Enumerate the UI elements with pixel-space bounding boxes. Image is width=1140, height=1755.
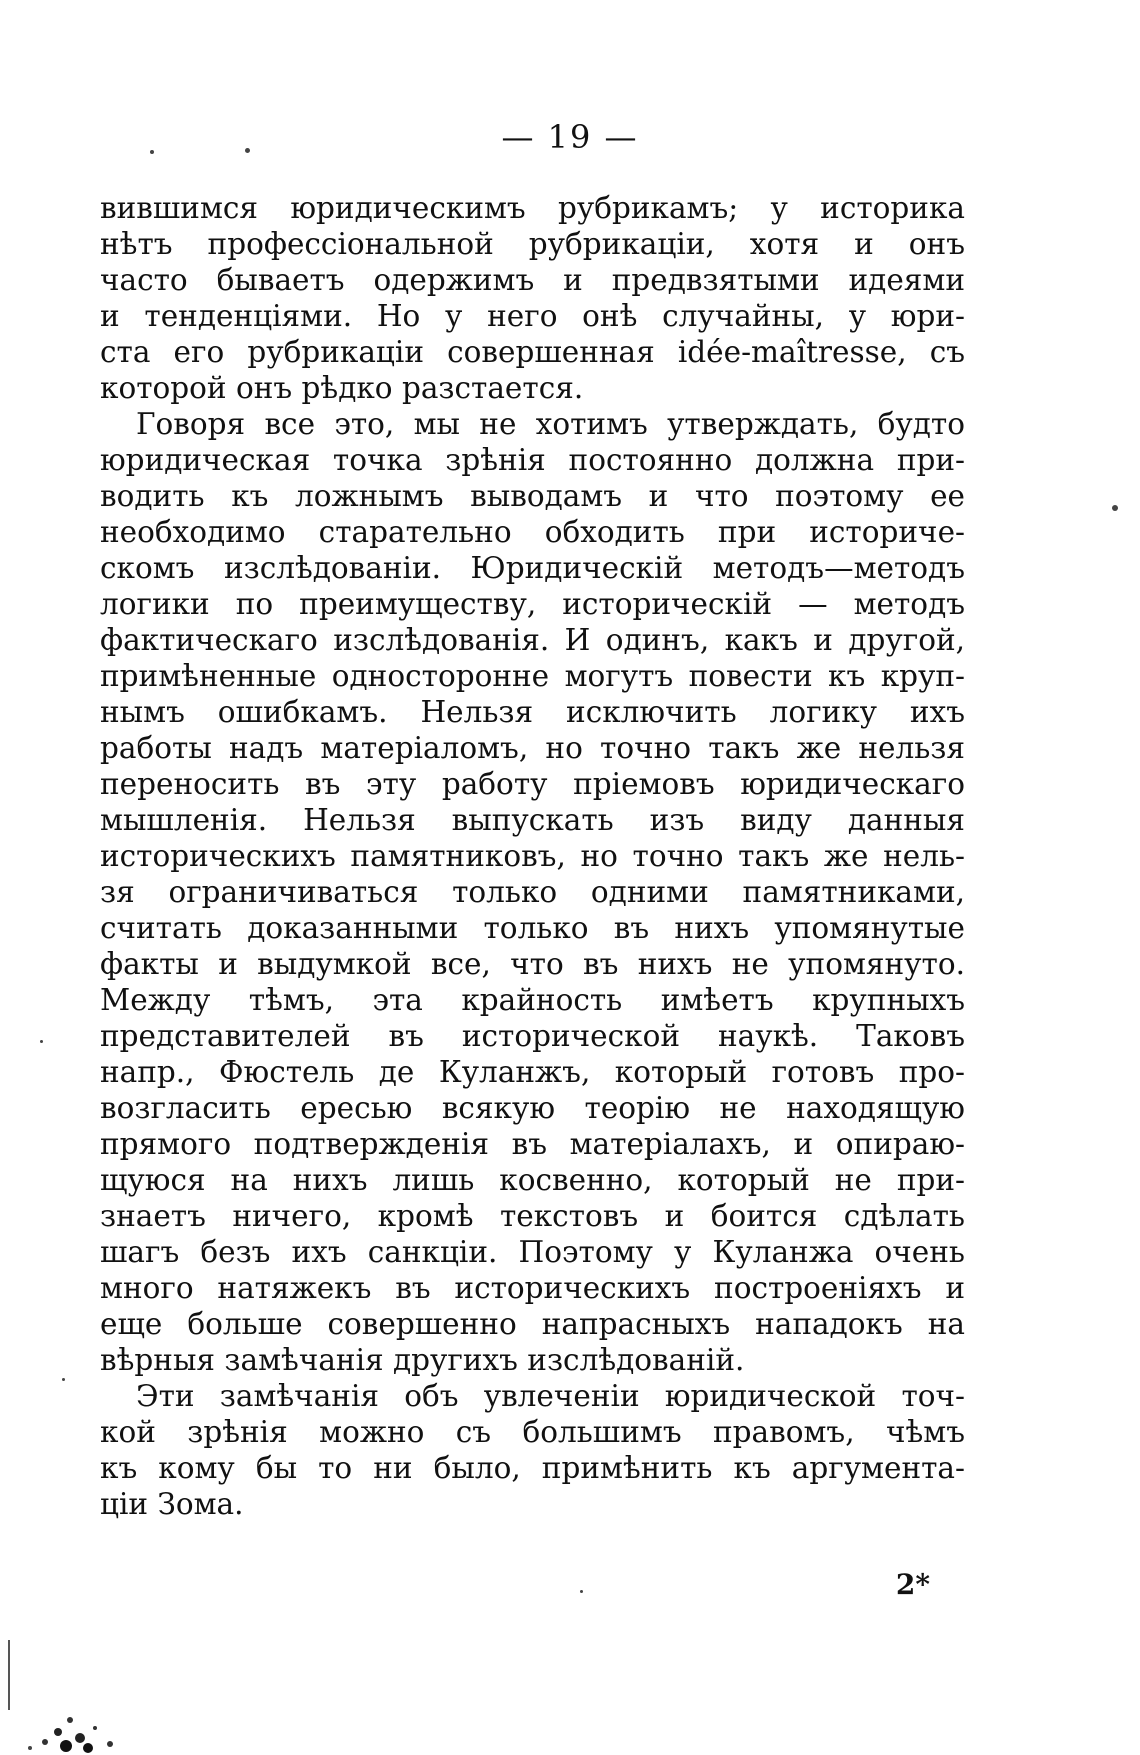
text-line: Между тѣмъ, эта крайность имѣетъ крупныхъ xyxy=(100,983,965,1017)
text-line: историческихъ памятниковъ, но точно такъ же нель- xyxy=(100,839,965,873)
text-line: работы надъ матеріаломъ, но точно такъ же нельзя xyxy=(100,731,965,765)
text-line: примѣненные односторонне могутъ повести къ круп- xyxy=(100,659,965,693)
text-line: фактическаго изслѣдованія. И одинъ, какъ и другой, xyxy=(100,623,965,657)
text-line: необходимо старательно обходить при историче- xyxy=(100,515,965,549)
text-line: ціи Зома. xyxy=(100,1487,244,1521)
text-line: которой онъ рѣдко разстается. xyxy=(100,371,584,405)
scan-speck xyxy=(1112,505,1118,511)
text-line: Говоря все это, мы не хотимъ утверждать, будто xyxy=(136,407,965,441)
text-line: факты и выдумкой все, что въ нихъ не упомянуто. xyxy=(100,947,965,981)
text-line: ста его рубрикаціи совершенная idée-maîtresse, съ xyxy=(100,335,965,369)
text-line: зя ограничиваться только одними памятниками, xyxy=(100,875,965,909)
text-line: юридическая точка зрѣнія постоянно должна при- xyxy=(100,443,965,477)
text-line: водить къ ложнымъ выводамъ и что поэтому ее xyxy=(100,479,965,513)
body-text xyxy=(100,190,965,1522)
scan-speck xyxy=(580,1590,583,1593)
text-line: напр., Фюстель де Куланжъ, который готовъ про- xyxy=(100,1055,965,1089)
text-line: знаетъ ничего, кромѣ текстовъ и боится сдѣлать xyxy=(100,1199,965,1233)
page-number: — 19 — xyxy=(501,118,639,156)
text-line: шагъ безъ ихъ санкціи. Поэтому у Куланжа очень xyxy=(100,1235,965,1269)
text-line: много натяжекъ въ историческихъ построеніяхъ и xyxy=(100,1271,965,1305)
text-line: кой зрѣнія можно съ большимъ правомъ, чѣмъ xyxy=(100,1415,965,1449)
text-line: прямого подтвержденія въ матеріалахъ, и опираю- xyxy=(100,1127,965,1161)
text-line: вившимся юридическимъ рубрикамъ; у историка xyxy=(100,191,965,225)
scan-speck xyxy=(40,1040,43,1043)
text-line: и тенденціями. Но у него онѣ случайны, у юри- xyxy=(100,299,965,333)
scan-speck xyxy=(62,1378,65,1381)
text-line: нымъ ошибкамъ. Нельзя исключить логику ихъ xyxy=(100,695,965,729)
text-line: вѣрныя замѣчанія другихъ изслѣдованій. xyxy=(100,1343,745,1377)
text-line: еще больше совершенно напрасныхъ нападокъ на xyxy=(100,1307,965,1341)
signature-mark: 2* xyxy=(895,1568,930,1601)
text-line: возгласить ересью всякую теорію не находящую xyxy=(100,1091,965,1125)
scan-speck xyxy=(150,150,154,154)
scan-speck xyxy=(245,148,250,153)
text-line: логики по преимуществу, историческій — методъ xyxy=(100,587,965,621)
text-line: мышленія. Нельзя выпускать изъ виду данныя xyxy=(100,803,965,837)
text-line: часто бываетъ одержимъ и предвзятыми идеями xyxy=(100,263,965,297)
text-line: представителей въ исторической наукѣ. Таковъ xyxy=(100,1019,965,1053)
text-line: скомъ изслѣдованіи. Юридическій методъ—методъ xyxy=(100,551,965,585)
scan-smudge xyxy=(0,1640,150,1755)
text-line: щуюся на нихъ лишь косвенно, который не при- xyxy=(100,1163,965,1197)
text-line: къ кому бы то ни было, примѣнить къ аргумента- xyxy=(100,1451,965,1485)
text-line: нѣтъ профессіональной рубрикаціи, хотя и онъ xyxy=(100,227,965,261)
text-line: переносить въ эту работу пріемовъ юридическаго xyxy=(100,767,965,801)
text-line: считать доказанными только въ нихъ упомянутые xyxy=(100,911,965,945)
text-line: Эти замѣчанія объ увлеченіи юридической точ- xyxy=(136,1379,965,1413)
